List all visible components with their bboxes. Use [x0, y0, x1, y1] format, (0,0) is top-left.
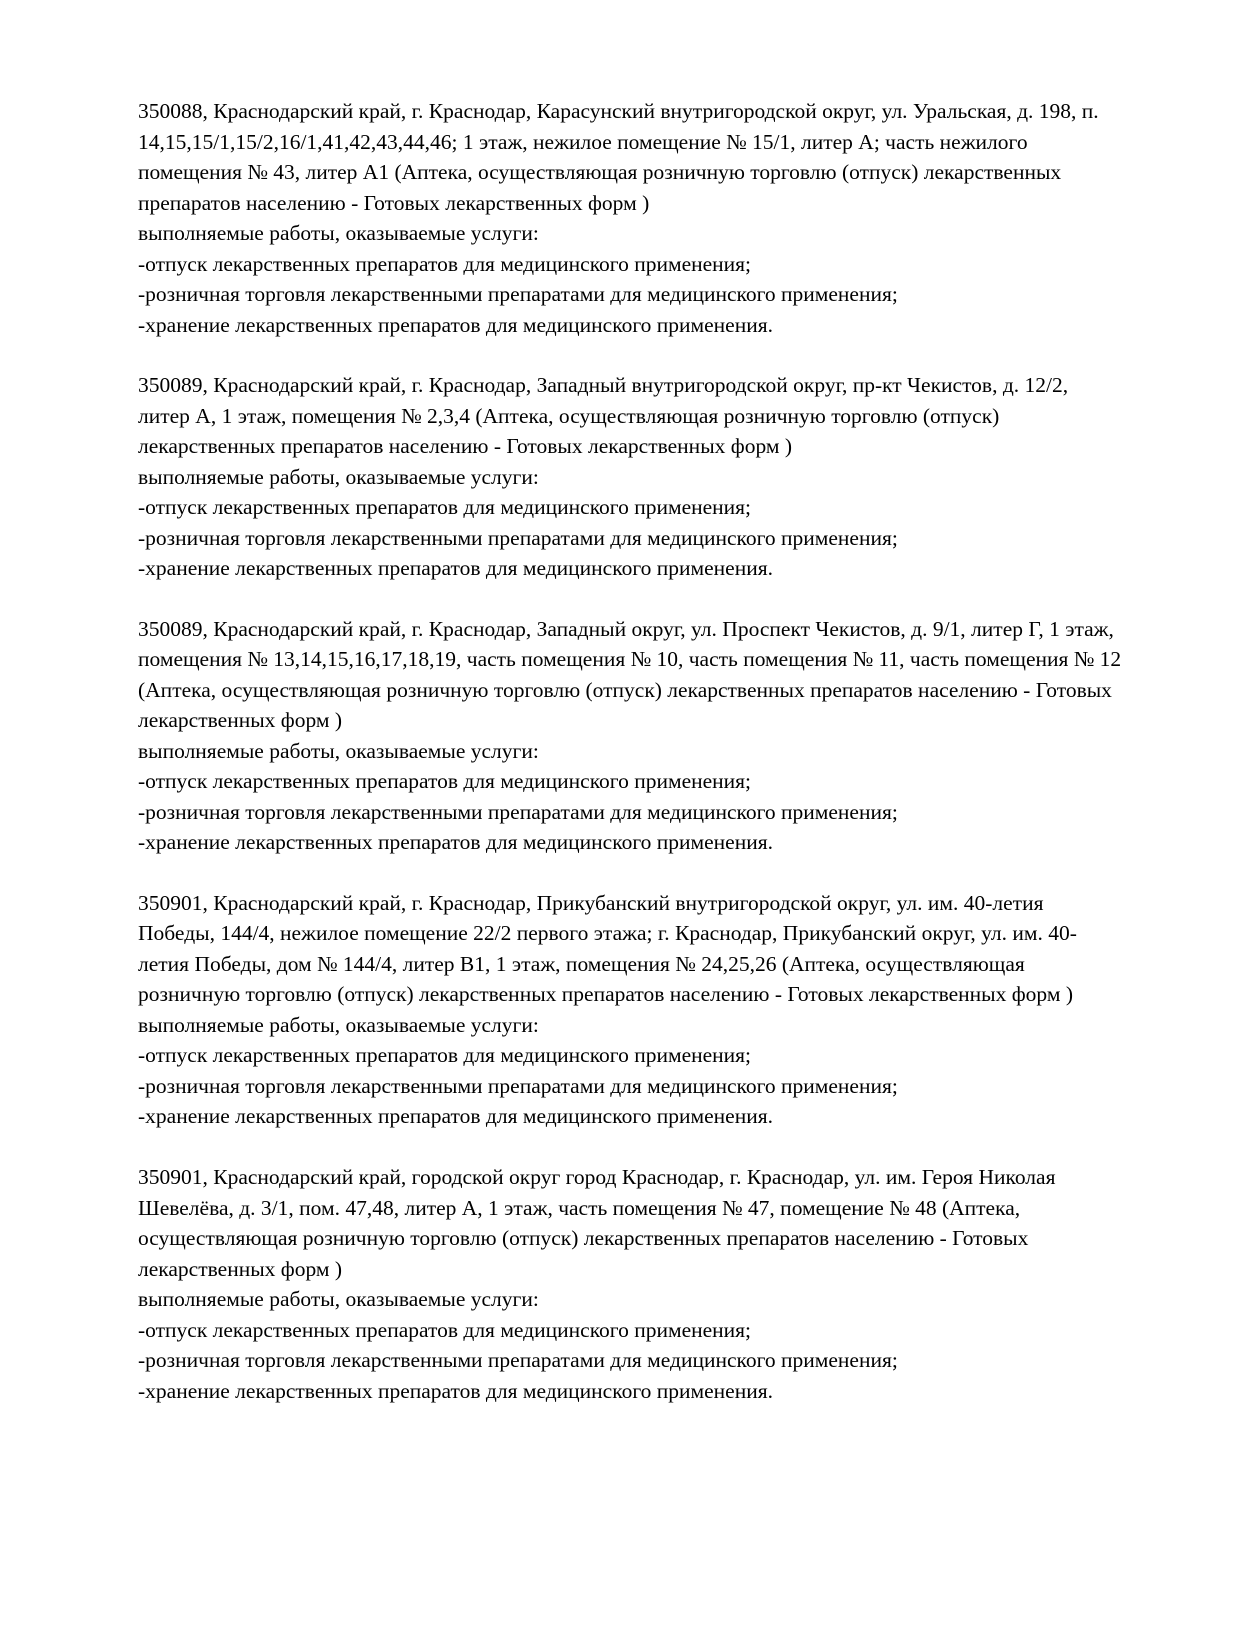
entry-service-item: -розничная торговля лекарственными препаратами для медицинского применения; — [138, 525, 898, 550]
license-entry — [138, 614, 1122, 858]
entry-address: 350089, Краснодарский край, г. Краснодар, Западный округ, ул. Проспект Чекистов, д. 9/1, литер Г, 1 этаж, помещения № 13,14,15,16,17,18,19, часть помещения № 10, часть помещения № 11, часть помещения № 12 (Аптека, осуществляющая розничную торговлю (отпуск) лекарственных препаратов населению - Готовых лекарственных форм ) — [138, 616, 1122, 733]
entry-service-item: -отпуск лекарственных препаратов для медицинского применения; — [138, 769, 752, 794]
entry-address: 350089, Краснодарский край, г. Краснодар, Западный внутригородской округ, пр-кт Чекистов, д. 12/2, литер А, 1 этаж, помещения № 2,3,4 (Аптека, осуществляющая розничную торговлю (отпуск) лекарственных препаратов населению - Готовых лекарственных форм ) — [138, 373, 1069, 459]
entry-service-item: -отпуск лекарственных препаратов для медицинского применения; — [138, 495, 752, 520]
entry-services-title: выполняемые работы, оказываемые услуги: — [138, 1287, 539, 1312]
license-entry — [138, 370, 1122, 584]
entry-service-item: -хранение лекарственных препаратов для медицинского применения. — [138, 556, 773, 581]
entry-service-item: -отпуск лекарственных препаратов для медицинского применения; — [138, 1043, 752, 1068]
entry-service-item: -отпуск лекарственных препаратов для медицинского применения; — [138, 251, 752, 276]
entry-address: 350901, Краснодарский край, г. Краснодар, Прикубанский внутригородской округ, ул. им. 40-летия Победы, 144/4, нежилое помещение 22/2 первого этажа; г. Краснодар, Прикубанский округ, ул. им. 40-летия Победы, дом № 144/4, литер В1, 1 этаж, помещения № 24,25,26 (Аптека, осуществляющая розничную торговлю (отпуск) лекарственных препаратов населению - Готовых лекарственных форм ) — [138, 890, 1077, 1007]
entry-services-title: выполняемые работы, оказываемые услуги: — [138, 464, 539, 489]
license-entry — [138, 888, 1122, 1132]
entry-service-item: -розничная торговля лекарственными препаратами для медицинского применения; — [138, 799, 898, 824]
entry-services-title: выполняемые работы, оказываемые услуги: — [138, 1012, 539, 1037]
license-entry — [138, 96, 1122, 340]
entry-services-title: выполняемые работы, оказываемые услуги: — [138, 738, 539, 763]
entry-service-item: -хранение лекарственных препаратов для медицинского применения. — [138, 312, 773, 337]
entry-address: 350088, Краснодарский край, г. Краснодар, Карасунский внутригородской округ, ул. Уральская, д. 198, п. 14,15,15/1,15/2,16/1,41,42,43,44,46; 1 этаж, нежилое помещение № 15/1, литер А; часть нежилого помещения № 43, литер А1 (Аптека, осуществляющая розничную торговлю (отпуск) лекарственных препаратов населению - Готовых лекарственных форм ) — [138, 99, 1099, 215]
entry-service-item: -хранение лекарственных препаратов для медицинского применения. — [138, 1378, 773, 1403]
entry-service-item: -хранение лекарственных препаратов для медицинского применения. — [138, 1104, 773, 1129]
entry-service-item: -розничная торговля лекарственными препаратами для медицинского применения; — [138, 1073, 898, 1098]
entry-services-title: выполняемые работы, оказываемые услуги: — [138, 221, 539, 246]
entry-service-item: -хранение лекарственных препаратов для медицинского применения. — [138, 830, 773, 855]
license-entry — [138, 1162, 1122, 1406]
entry-service-item: -розничная торговля лекарственными препаратами для медицинского применения; — [138, 282, 898, 307]
entry-service-item: -розничная торговля лекарственными препаратами для медицинского применения; — [138, 1348, 898, 1373]
entry-address: 350901, Краснодарский край, городской округ город Краснодар, г. Краснодар, ул. им. Героя Николая Шевелёва, д. 3/1, пом. 47,48, литер А, 1 этаж, часть помещения № 47, помещение № 48 (Аптека, осуществляющая розничную торговлю (отпуск) лекарственных препаратов населению - Готовых лекарственных форм ) — [138, 1164, 1056, 1281]
entry-service-item: -отпуск лекарственных препаратов для медицинского применения; — [138, 1317, 752, 1342]
